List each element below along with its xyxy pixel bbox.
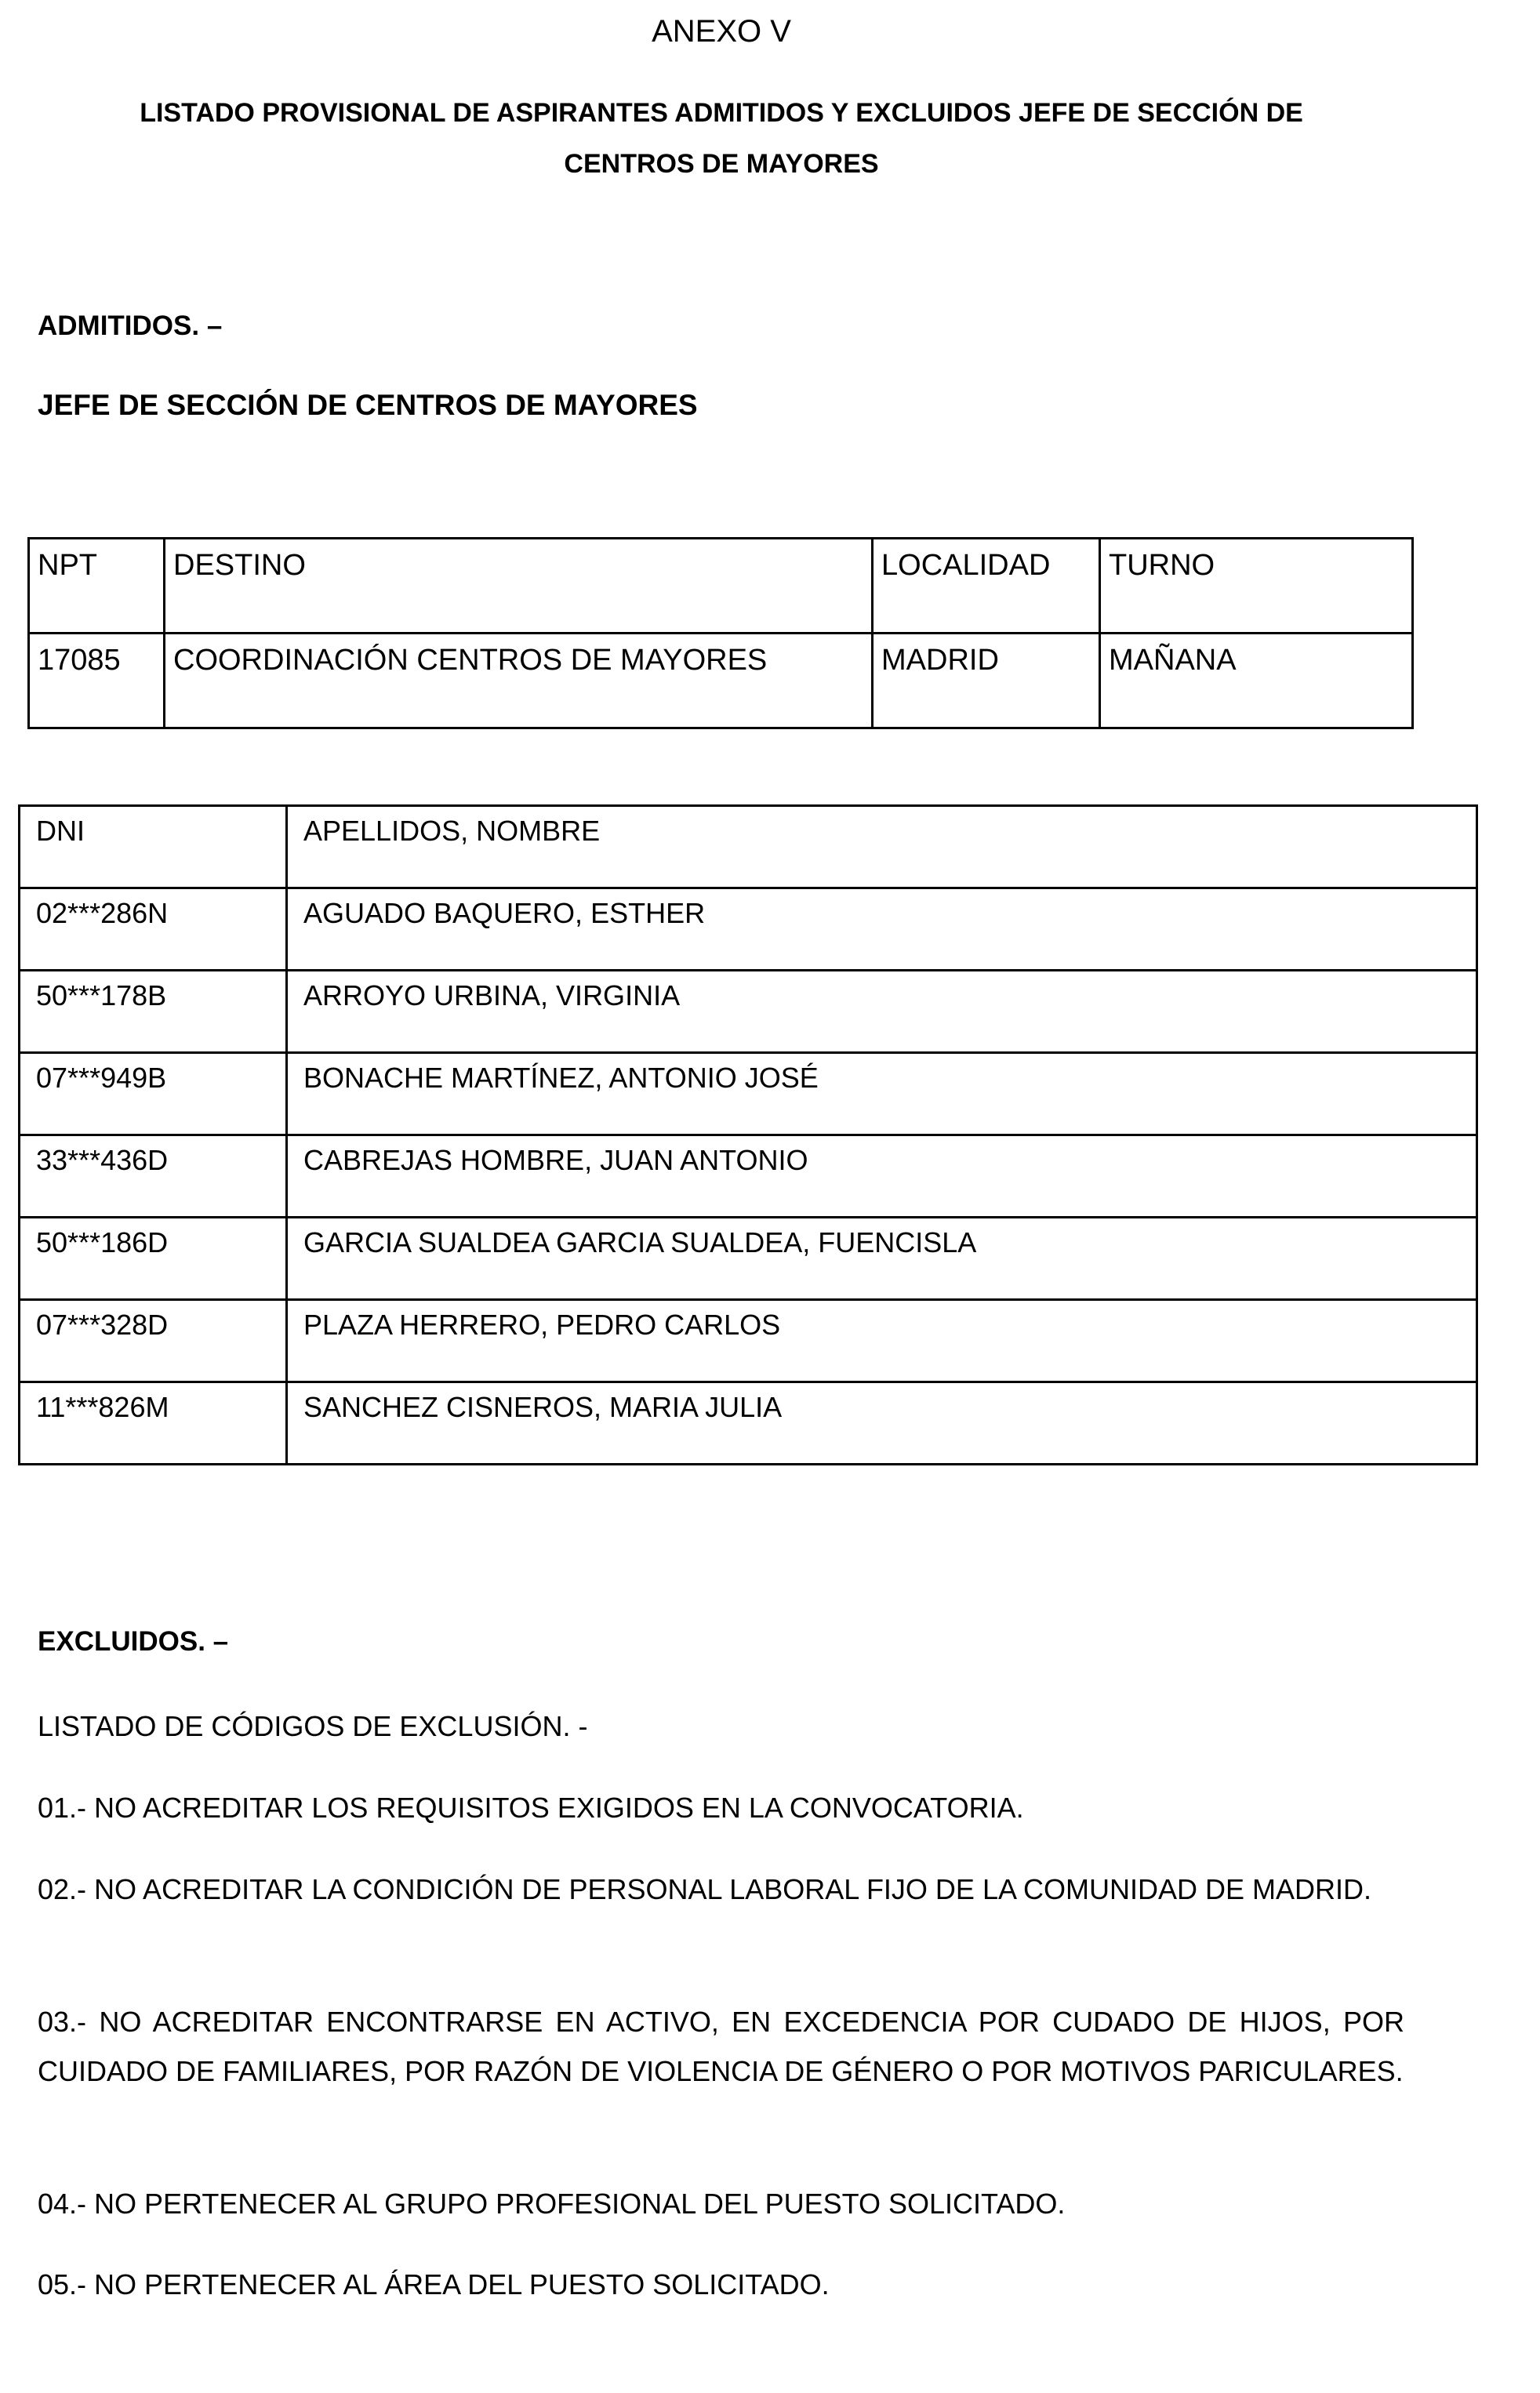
name-cell: ARROYO URBINA, VIRGINIA xyxy=(287,971,1477,1053)
header-cell: APELLIDOS, NOMBRE xyxy=(287,806,1477,888)
destino-cell: COORDINACIÓN CENTROS DE MAYORES xyxy=(165,634,873,728)
header-cell: DNI xyxy=(20,806,287,888)
table-row xyxy=(29,634,1413,728)
annex-label: ANEXO V xyxy=(652,14,791,49)
admitidos-heading: ADMITIDOS. – xyxy=(38,310,223,341)
table-header-row xyxy=(20,806,1477,888)
exclusion-code: 01.- NO ACREDITAR LOS REQUISITOS EXIGIDOS EN LA CONVOCATORIA. xyxy=(38,1792,1024,1824)
excluidos-heading: EXCLUIDOS. – xyxy=(38,1626,229,1657)
dni-cell: 11***826M xyxy=(20,1382,287,1465)
position-table xyxy=(27,537,1414,729)
dni-cell: 02***286N xyxy=(20,888,287,971)
table-row xyxy=(20,888,1477,971)
header-cell: NPT xyxy=(29,539,165,634)
table-row xyxy=(20,1053,1477,1135)
table-row xyxy=(20,1300,1477,1382)
admitted-table xyxy=(18,804,1478,1465)
dni-cell: 50***186D xyxy=(20,1218,287,1300)
turno-cell: MAÑANA xyxy=(1100,634,1413,728)
name-cell: GARCIA SUALDEA GARCIA SUALDEA, FUENCISLA xyxy=(287,1218,1477,1300)
name-cell: CABREJAS HOMBRE, JUAN ANTONIO xyxy=(287,1135,1477,1218)
exclusion-code: 05.- NO PERTENECER AL ÁREA DEL PUESTO SOLICITADO. xyxy=(38,2268,830,2300)
header-cell: LOCALIDAD xyxy=(873,539,1100,634)
exclusion-code: 03.- NO ACREDITAR ENCONTRARSE EN ACTIVO, EN EXCEDENCIA POR CUDADO DE HIJOS, POR CUIDADO DE FAMILIARES, POR RAZÓN DE VIOLENCIA DE GÉNERO O POR MOTIVOS PARICULARES. xyxy=(38,2006,1404,2087)
table-row xyxy=(20,1135,1477,1218)
document-title: LISTADO PROVISIONAL DE ASPIRANTES ADMITIDOS Y EXCLUIDOS JEFE DE SECCIÓN DE CENTROS DE MAYORES xyxy=(140,98,1303,179)
table-row xyxy=(20,1382,1477,1465)
codes-heading: LISTADO DE CÓDIGOS DE EXCLUSIÓN. - xyxy=(38,1710,588,1742)
table-header-row xyxy=(29,539,1413,634)
dni-cell: 07***328D xyxy=(20,1300,287,1382)
header-cell: TURNO xyxy=(1100,539,1413,634)
position-heading: JEFE DE SECCIÓN DE CENTROS DE MAYORES xyxy=(38,389,698,421)
table-row xyxy=(20,971,1477,1053)
header-cell: DESTINO xyxy=(165,539,873,634)
localidad-cell: MADRID xyxy=(873,634,1100,728)
name-cell: SANCHEZ CISNEROS, MARIA JULIA xyxy=(287,1382,1477,1465)
name-cell: PLAZA HERRERO, PEDRO CARLOS xyxy=(287,1300,1477,1382)
exclusion-code: 02.- NO ACREDITAR LA CONDICIÓN DE PERSONAL LABORAL FIJO DE LA COMUNIDAD DE MADRID. xyxy=(38,1873,1371,1905)
name-cell: BONACHE MARTÍNEZ, ANTONIO JOSÉ xyxy=(287,1053,1477,1135)
name-cell: AGUADO BAQUERO, ESTHER xyxy=(287,888,1477,971)
dni-cell: 50***178B xyxy=(20,971,287,1053)
dni-cell: 07***949B xyxy=(20,1053,287,1135)
dni-cell: 33***436D xyxy=(20,1135,287,1218)
npt-cell: 17085 xyxy=(29,634,165,728)
table-row xyxy=(20,1218,1477,1300)
exclusion-code: 04.- NO PERTENECER AL GRUPO PROFESIONAL DEL PUESTO SOLICITADO. xyxy=(38,2188,1066,2220)
